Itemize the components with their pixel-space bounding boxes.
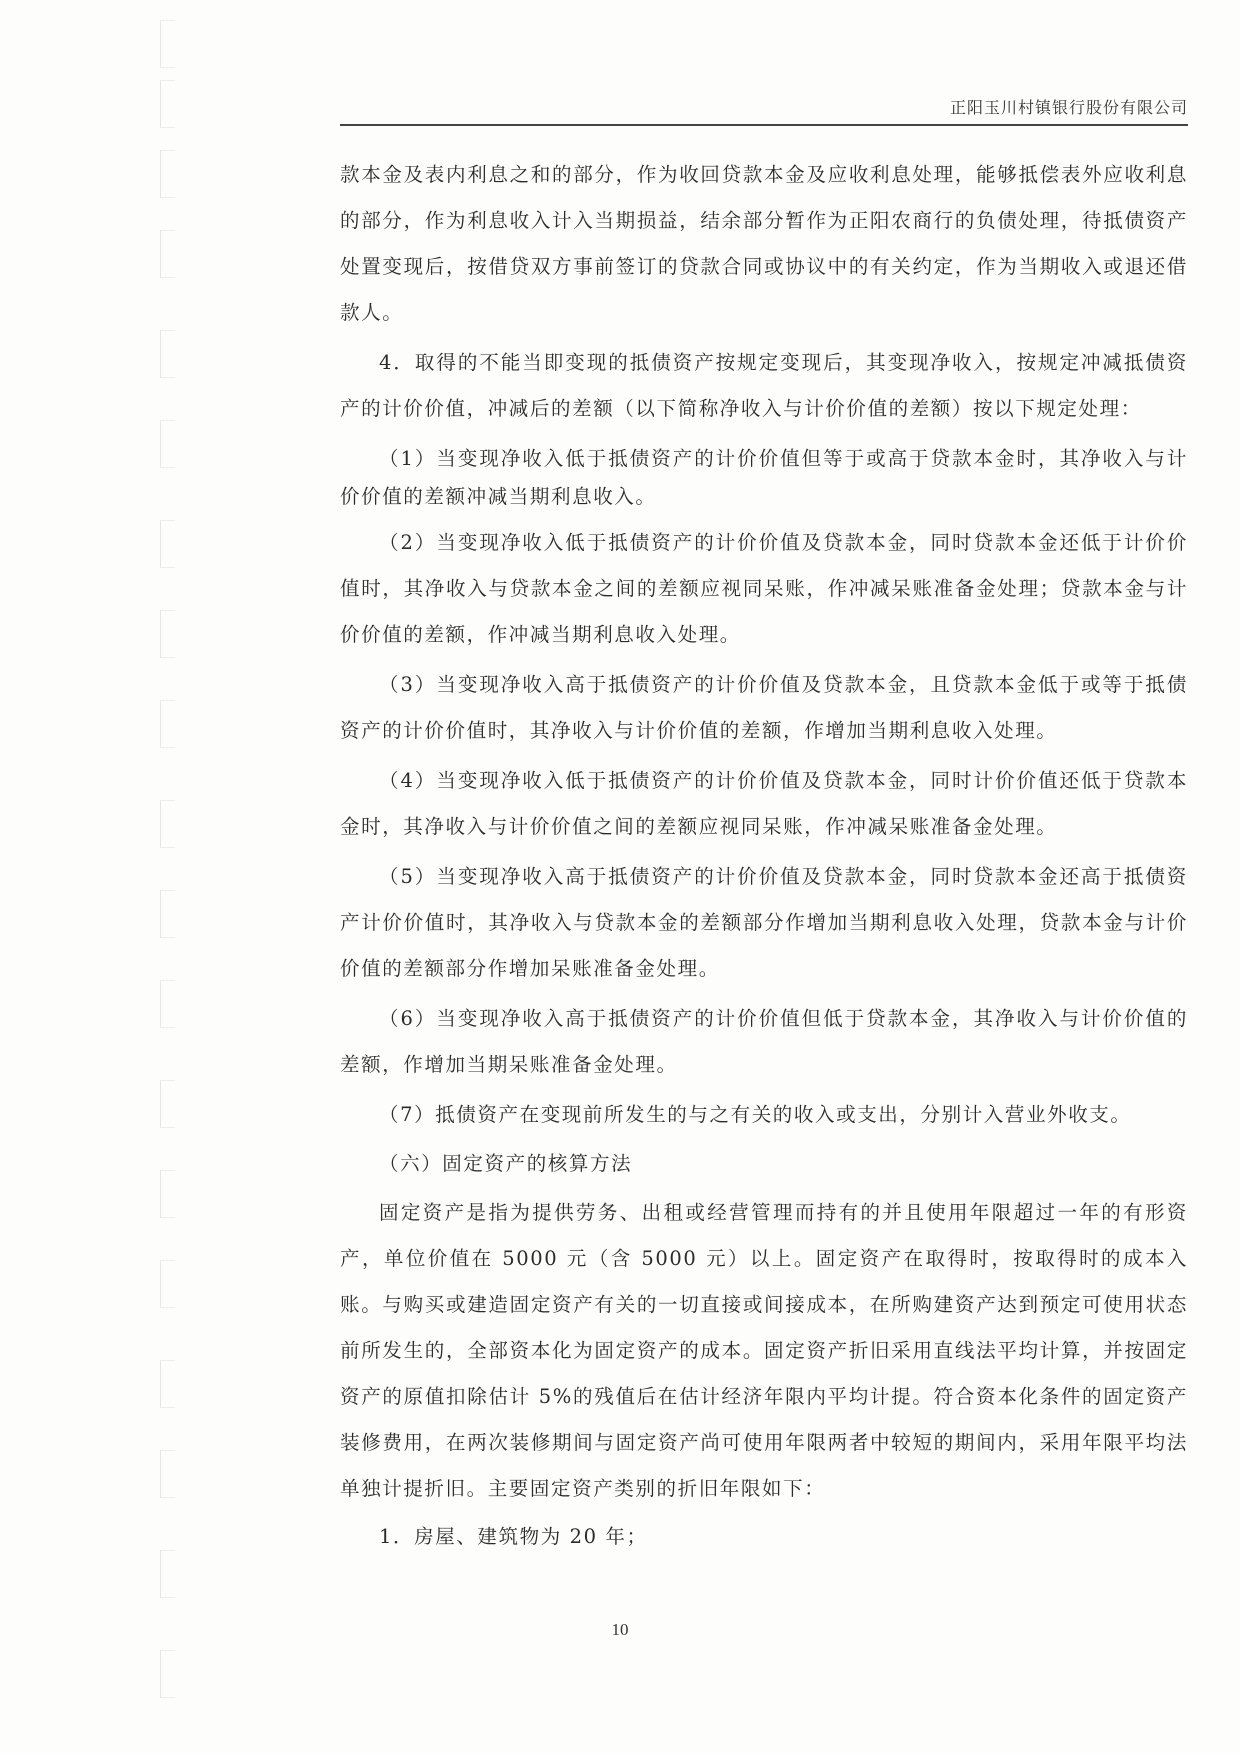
paragraph-sub-2: （2）当变现净收入低于抵债资产的计价价值及贷款本金，同时贷款本金还低于计价价值时，其净收入与贷款本金之间的差额应视同呆账，作冲减呆账准备金处理；贷款本金与计价价值的差额，作冲减当期利息收入处理。 [340, 531, 1188, 646]
paragraph-sub-7: （7）抵债资产在变现前所发生的与之有关的收入或支出，分别计入营业外收支。 [379, 1103, 1132, 1126]
paragraph-sub-5: （5）当变现净收入高于抵债资产的计价价值及贷款本金，同时贷款本金还高于抵债资产计价价值时，其净收入与贷款本金的差额部分作增加当期利息收入处理，贷款本金与计价价值的差额部分作增加呆账准备金处理。 [340, 865, 1188, 980]
paragraph-sub-1: （1）当变现净收入低于抵债资产的计价价值但等于或高于贷款本金时，其净收入与计价价值的差额冲减当期利息收入。 [340, 447, 1188, 508]
paragraph-sub-6: （6）当变现净收入高于抵债资产的计价价值但低于贷款本金，其净收入与计价价值的差额，作增加当期呆账准备金处理。 [340, 1007, 1188, 1076]
paragraph-depreciation-item-1: 1．房屋、建筑物为 20 年； [379, 1525, 648, 1548]
scan-edge-marks [160, 0, 180, 1753]
paragraph-sub-4: （4）当变现净收入低于抵债资产的计价价值及贷款本金，同时计价价值还低于贷款本金时，其净收入与计价价值之间的差额应视同呆账，作冲减呆账准备金处理。 [340, 769, 1188, 838]
paragraph-fixed-assets: 固定资产是指为提供劳务、出租或经营管理而持有的并且使用年限超过一年的有形资产，单位价值在 5000 元（含 5000 元）以上。固定资产在取得时，按取得时的成本入账。与购买或建造固定资产有关的一切直接或间接成本，在所购建资产达到预定可使用状态前所发生的，全部资本化为固定资产的成本。固定资产折旧采用直线法平均计算，并按固定资产的原值扣除估计 5%的残值后在估计经济年限内平均计提。符合资本化条件的固定资产装修费用，在两次装修期间与固定资产尚可使用年限两者中较短的期间内，采用年限平均法单独计提折旧。主要固定资产类别的折旧年限如下： [340, 1201, 1188, 1500]
page-header [340, 96, 1188, 126]
document-body [340, 152, 1188, 1560]
paragraph-sub-3: （3）当变现净收入高于抵债资产的计价价值及贷款本金，且贷款本金低于或等于抵债资产的计价价值时，其净收入与计价价值的差额，作增加当期利息收入处理。 [340, 673, 1188, 742]
company-name: 正阳玉川村镇银行股份有限公司 [949, 98, 1188, 117]
paragraph-item-4: 4．取得的不能当即变现的抵债资产按规定变现后，其变现净收入，按规定冲减抵债资产的计价价值，冲减后的差额（以下简称净收入与计价价值的差额）按以下规定处理： [340, 351, 1188, 420]
page-number: 10 [611, 1620, 629, 1639]
section-heading-fixed-assets: （六）固定资产的核算方法 [379, 1152, 633, 1175]
paragraph-continuation: 款本金及表内利息之和的部分，作为收回贷款本金及应收利息处理，能够抵偿表外应收利息的部分，作为利息收入计入当期损益，结余部分暂作为正阳农商行的负债处理，待抵债资产处置变现后，按借贷双方事前签订的贷款合同或协议中的有关约定，作为当期收入或退还借款人。 [340, 163, 1188, 324]
